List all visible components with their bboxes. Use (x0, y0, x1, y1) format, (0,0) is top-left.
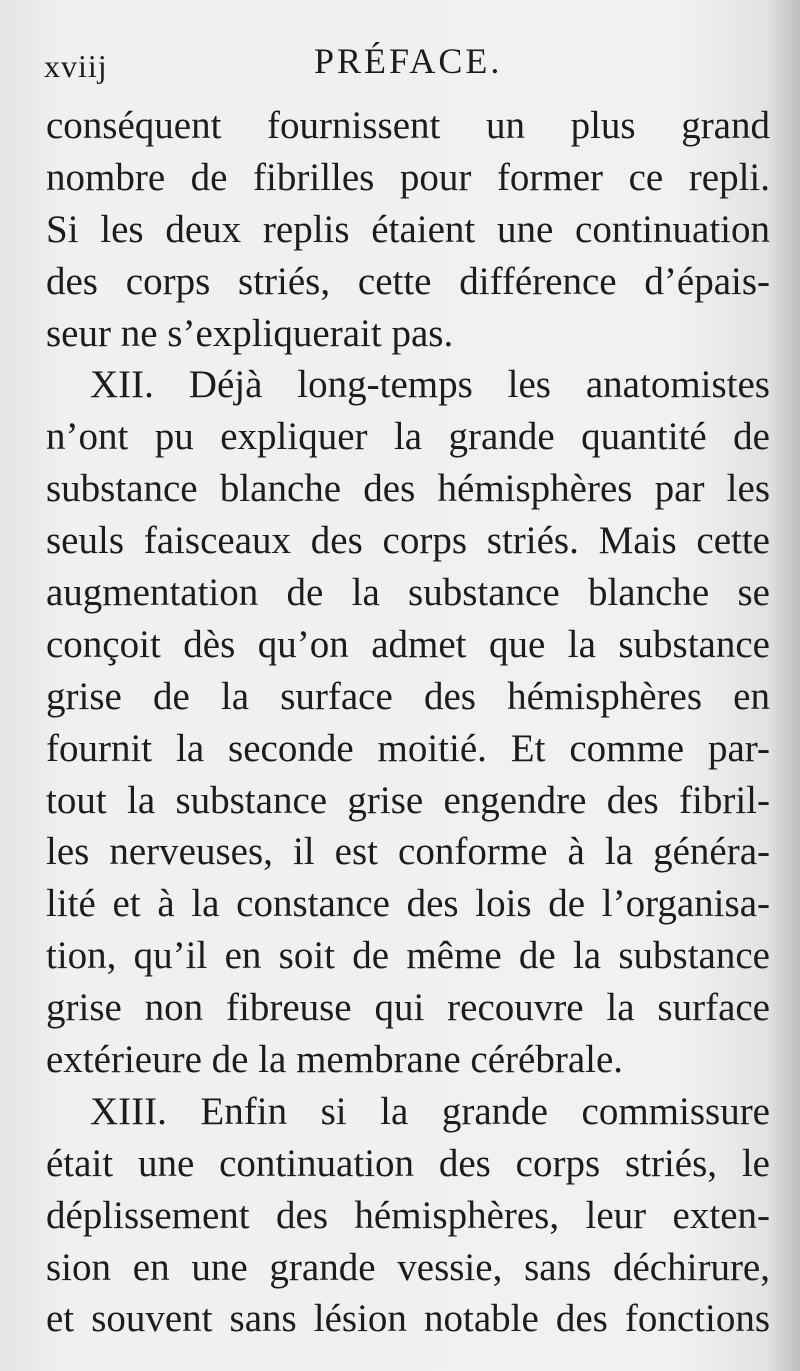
page-number: xviij (44, 48, 108, 84)
text-line: seur ne s’expliquerait pas. (46, 311, 454, 355)
text-line: conséquent fournissent un plus grand (46, 104, 770, 147)
text-line: fournit la seconde moitié. Et comme par- (46, 726, 770, 770)
text-line: conçoit dès qu’on admet que la substance (46, 622, 770, 666)
text-line: substance blanche des hémisphères par les (46, 467, 770, 511)
text-line: grise de la surface des hémisphères en (46, 674, 770, 718)
text-line: et souvent sans lésion notable des fonctions (46, 1297, 770, 1341)
text-line: était une continuation des corps striés, le (46, 1141, 770, 1185)
text-line: Si les deux replis étaient une continuation (46, 207, 770, 251)
text-line: lité et à la constance des lois de l’organisa- (46, 882, 770, 926)
text-line: augmentation de la substance blanche se (46, 571, 770, 615)
text-line: nombre de fibrilles pour former ce repli. (46, 155, 770, 199)
text-line: tout la substance grise engendre des fibril- (46, 778, 770, 822)
text-line: les nerveuses, il est conforme à la généra- (46, 830, 770, 874)
section-heading-line-xiii: XIII. Enfin si la grande commissure (90, 1089, 770, 1133)
section-heading-line-xii: XII. Déjà long-temps les anatomistes (90, 363, 770, 407)
body-text (46, 100, 770, 1345)
text-line: sion en une grande vessie, sans déchirure, (46, 1245, 770, 1289)
page-header (44, 40, 770, 90)
text-line: tion, qu’il en soit de même de la substance (46, 934, 770, 978)
text-line: n’ont pu expliquer la grande quantité de (46, 415, 770, 459)
text-line: seuls faisceaux des corps striés. Mais cette (46, 519, 770, 563)
running-head: PRÉFACE. (314, 41, 503, 81)
text-line: grise non fibreuse qui recouvre la surface (46, 986, 770, 1030)
text-line: des corps striés, cette différence d’épais- (46, 259, 770, 303)
text-line: extérieure de la membrane cérébrale. (46, 1038, 624, 1082)
text-line: déplissement des hémisphères, leur exten- (46, 1193, 770, 1237)
